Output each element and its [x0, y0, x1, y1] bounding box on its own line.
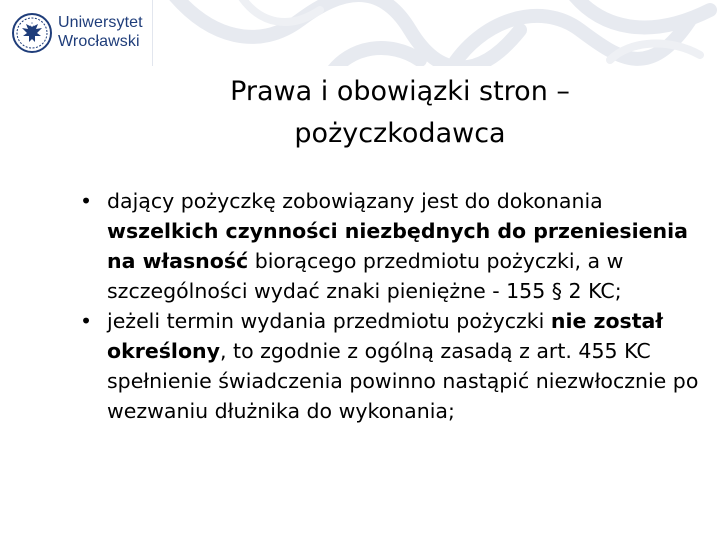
- logo-text: [58, 13, 143, 51]
- header-band: [0, 0, 720, 66]
- bullet-item-2: [80, 306, 716, 426]
- logo-line-1: Uniwersytet: [58, 14, 143, 31]
- bullet-1-text-end: biorącego przedmiotu pożyczki, a w szczególności wydać znaki pieniężne - 155 § 2 KC;: [107, 249, 624, 303]
- bullet-2-text: jeżeli termin wydania przedmiotu pożyczki: [107, 309, 551, 333]
- slide-title-line-1: Prawa i obowiązki stron –: [230, 76, 570, 107]
- bullet-dot-icon: •: [80, 309, 93, 333]
- bullet-dot-icon: •: [80, 189, 93, 213]
- university-logo[interactable]: [0, 0, 153, 66]
- header-decoration: [150, 0, 720, 66]
- bullet-list: [80, 186, 716, 426]
- logo-line-2: Wrocławski: [58, 33, 140, 50]
- bullet-1-bold-text: wszelkich czynności niezbędnych do przeniesienia na własność: [107, 219, 688, 273]
- slide-title-line-2: pożyczkodawca: [294, 118, 506, 149]
- bullet-item-1: [80, 186, 716, 306]
- eagle-emblem-icon: [11, 11, 53, 55]
- bullet-2-bold-text: nie został określony: [107, 309, 663, 363]
- bullet-2-text-end: , to zgodnie z ogólną zasadą z art. 455 KC spełnienie świadczenia powinno nastąpić niezwłocznie po wezwaniu dłużnika do wykonania;: [107, 339, 699, 423]
- bullet-1-text: dający pożyczkę zobowiązany jest do dokonania: [107, 189, 603, 213]
- slide-title: [150, 71, 650, 155]
